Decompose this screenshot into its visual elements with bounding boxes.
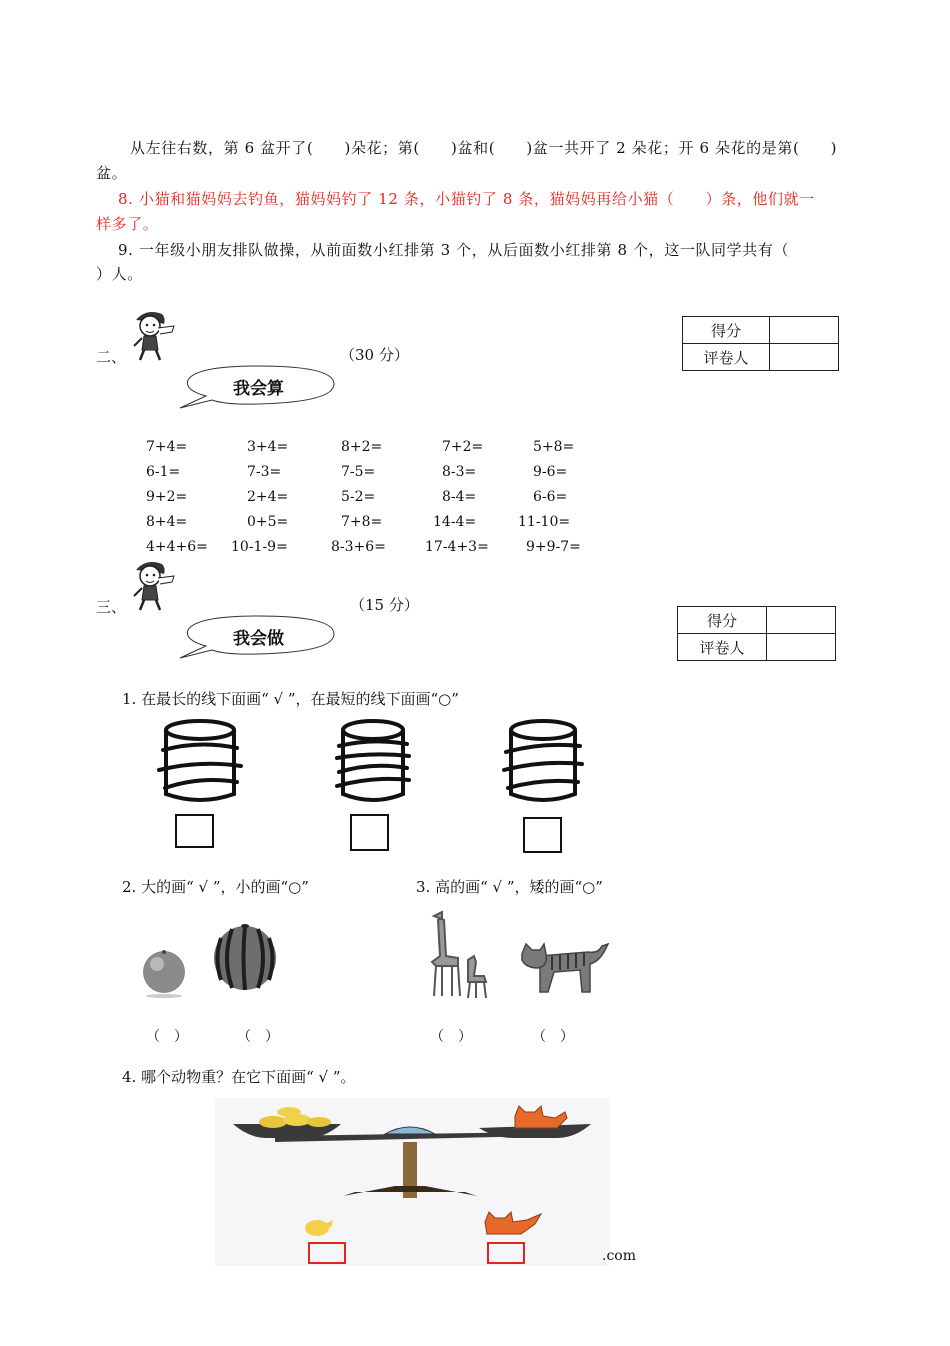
section2-points: （30 分） [340, 346, 409, 364]
calc-problem: 8+4= [146, 514, 188, 530]
calc-problem: 7-5= [341, 464, 376, 480]
mascot-boy-icon [128, 556, 178, 612]
question-2: 2. 大的画“ √ ”，小的画“○” [122, 878, 309, 896]
score-cell[interactable] [770, 317, 839, 344]
answer-box[interactable] [523, 817, 562, 853]
calc-problem: 7+2= [442, 439, 484, 455]
section3-points: （15 分） [350, 596, 419, 614]
calc-problem: 5-2= [341, 489, 376, 505]
score-cell[interactable] [767, 607, 836, 634]
section3-title: 我会做 [233, 629, 284, 649]
orange-image [140, 944, 188, 998]
section3-number: 三、 [96, 598, 127, 616]
balance-scale-image [215, 1098, 610, 1266]
answer-paren[interactable]: （ ） [146, 1029, 188, 1045]
section2-score-table [682, 316, 839, 371]
calc-problem: 5+8= [533, 439, 575, 455]
q9-line2: ）人。 [96, 265, 143, 283]
coiled-string-2 [333, 716, 413, 806]
score-label: 得分 [683, 317, 770, 344]
calc-problem: 3+4= [247, 439, 289, 455]
grader-label: 评卷人 [683, 344, 770, 371]
grader-cell[interactable] [770, 344, 839, 371]
calc-problem: 9+9-7= [526, 539, 581, 555]
coiled-string-3 [500, 716, 586, 806]
answer-paren[interactable]: （ ） [532, 1029, 574, 1045]
section3-score-table [677, 606, 836, 661]
question-1: 1. 在最长的线下面画“ √ ”，在最短的线下面画“○” [122, 690, 459, 708]
calc-problem: 11-10= [518, 514, 571, 530]
section3-speech-bubble [176, 614, 341, 660]
grader-cell[interactable] [767, 634, 836, 661]
calc-problem: 10-1-9= [231, 539, 288, 555]
answer-box-red[interactable] [308, 1242, 346, 1264]
giraffes-image [428, 910, 490, 1000]
calc-problem: 14-4= [433, 514, 477, 530]
answer-box[interactable] [175, 814, 214, 848]
calc-problem: 7+4= [146, 439, 188, 455]
watermelon-image [212, 918, 278, 992]
calc-problem: 0+5= [247, 514, 289, 530]
section2-title: 我会算 [233, 379, 284, 399]
section2-speech-bubble [176, 364, 341, 410]
calc-problem: 8-3= [442, 464, 477, 480]
calc-problem: 8-4= [442, 489, 477, 505]
calc-problem: 8+2= [341, 439, 383, 455]
question-3: 3. 高的画“ √ ”，矮的画“○” [416, 878, 603, 896]
q9-line1: 9. 一年级小朋友排队做操，从前面数小红排第 3 个，从后面数小红排第 8 个，这一队同学共有（ [118, 241, 790, 259]
section2-number: 二、 [96, 348, 127, 366]
calc-problem: 17-4+3= [425, 539, 489, 555]
calc-problem: 8-3+6= [331, 539, 386, 555]
calc-problem: 7-3= [247, 464, 282, 480]
answer-paren[interactable]: （ ） [430, 1029, 472, 1045]
coiled-string-1 [155, 716, 245, 806]
calc-problem: 9+2= [146, 489, 188, 505]
calc-problem: 9-6= [533, 464, 568, 480]
q8-line1: 8. 小猫和猫妈妈去钓鱼，猫妈妈钓了 12 条，小猫钓了 8 条，猫妈妈再给小猫（ ）条，他们就一 [118, 190, 815, 208]
answer-paren[interactable]: （ ） [237, 1029, 279, 1045]
score-label: 得分 [678, 607, 767, 634]
calc-problem: 6-1= [146, 464, 181, 480]
mascot-boy-icon [128, 306, 178, 362]
calc-problem: 4+4+6= [146, 539, 208, 555]
q7-line2: 盆。 [96, 164, 128, 182]
watermark-text: .com [602, 1248, 636, 1264]
calc-problem: 2+4= [247, 489, 289, 505]
answer-box-red[interactable] [487, 1242, 525, 1264]
calc-problem: 6-6= [533, 489, 568, 505]
q7-line1: 从左往右数，第 6 盆开了( )朵花；第( )盆和( )盆一共开了 2 朵花；开 6 朵花的是第( ) [130, 139, 838, 157]
dog-image [518, 936, 610, 998]
answer-box[interactable] [350, 814, 389, 851]
question-4: 4. 哪个动物重？在它下面画“ √ ”。 [122, 1068, 356, 1086]
q8-line2: 样多了。 [96, 215, 159, 233]
calc-problem: 7+8= [341, 514, 383, 530]
grader-label: 评卷人 [678, 634, 767, 661]
